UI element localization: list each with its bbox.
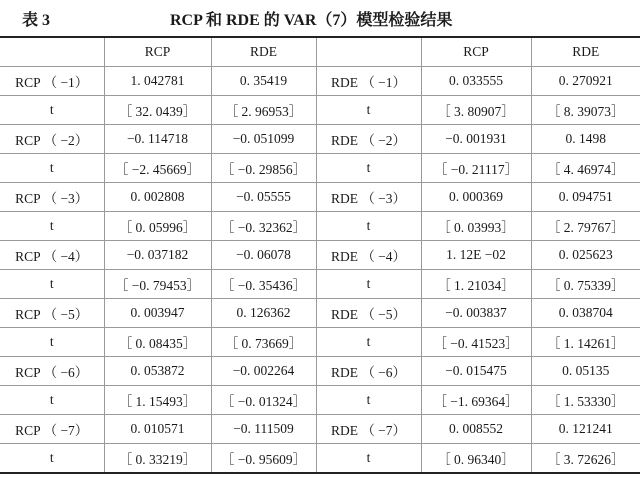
- t-stat-row: [0, 96, 640, 125]
- cell-rcp-value-right: 0. 033555: [421, 67, 531, 96]
- cell-rde-value-right: 0. 025623: [531, 241, 640, 270]
- var-test-results-table: [0, 36, 640, 474]
- cell-row-label-right: t: [316, 444, 421, 474]
- cell-rde-value: 0. 35419: [211, 67, 316, 96]
- cell-rcp-value-right: ［ 3. 80907］: [421, 96, 531, 125]
- coefficient-row: [0, 125, 640, 154]
- cell-rcp-value: ［ 1. 15493］: [104, 386, 211, 415]
- cell-rcp-value-right: ［ 0. 96340］: [421, 444, 531, 474]
- cell-row-label: t: [0, 154, 104, 183]
- cell-rcp-value: ［ −0. 79453］: [104, 270, 211, 299]
- cell-row-label: t: [0, 270, 104, 299]
- cell-rcp-value: ［ 0. 08435］: [104, 328, 211, 357]
- coefficient-row: [0, 357, 640, 386]
- table-header-row: [0, 37, 640, 67]
- cell-rcp-value-right: 0. 008552: [421, 415, 531, 444]
- cell-rcp-value: ［ 0. 33219］: [104, 444, 211, 474]
- cell-rde-value-right: 0. 270921: [531, 67, 640, 96]
- coefficient-row: [0, 415, 640, 444]
- cell-rcp-value: ［ 32. 0439］: [104, 96, 211, 125]
- cell-rcp-value-right: ［ 1. 21034］: [421, 270, 531, 299]
- t-stat-row: [0, 212, 640, 241]
- cell-rcp-value-right: −0. 001931: [421, 125, 531, 154]
- cell-row-label-right: t: [316, 270, 421, 299]
- cell-rde-value: −0. 111509: [211, 415, 316, 444]
- table-body: [0, 67, 640, 474]
- cell-row-label: RCP （ −7）: [0, 415, 104, 444]
- table-number: 表 3: [22, 12, 51, 29]
- cell-rcp-value: −0. 037182: [104, 241, 211, 270]
- table-caption: [0, 0, 640, 36]
- cell-row-label: RCP （ −2）: [0, 125, 104, 154]
- t-stat-row: [0, 386, 640, 415]
- coefficient-row: [0, 67, 640, 96]
- cell-rcp-value-right: 1. 12E −02: [421, 241, 531, 270]
- cell-row-label: RCP （ −1）: [0, 67, 104, 96]
- cell-rcp-value-right: ［ −1. 69364］: [421, 386, 531, 415]
- cell-rde-value: ［ −0. 35436］: [211, 270, 316, 299]
- cell-rde-value-right: ［ 1. 14261］: [531, 328, 640, 357]
- cell-row-label-right: t: [316, 386, 421, 415]
- header-cell-blank-right: [316, 37, 421, 67]
- cell-rde-value: ［ −0. 32362］: [211, 212, 316, 241]
- cell-rde-value: ［ 2. 96953］: [211, 96, 316, 125]
- table-title: RCP 和 RDE 的 VAR（7）模型检验结果: [170, 12, 453, 29]
- cell-rde-value-right: ［ 1. 53330］: [531, 386, 640, 415]
- coefficient-row: [0, 183, 640, 212]
- cell-rcp-value-right: ［ −0. 21117］: [421, 154, 531, 183]
- t-stat-row: [0, 270, 640, 299]
- cell-rde-value-right: 0. 038704: [531, 299, 640, 328]
- cell-rde-value-right: 0. 121241: [531, 415, 640, 444]
- t-stat-row: [0, 328, 640, 357]
- cell-row-label-right: t: [316, 328, 421, 357]
- cell-row-label: t: [0, 328, 104, 357]
- cell-row-label-right: t: [316, 154, 421, 183]
- cell-rcp-value: 0. 053872: [104, 357, 211, 386]
- cell-row-label: RCP （ −6）: [0, 357, 104, 386]
- cell-row-label-right: RDE （ −4）: [316, 241, 421, 270]
- cell-rde-value-right: 0. 1498: [531, 125, 640, 154]
- cell-rde-value: −0. 051099: [211, 125, 316, 154]
- cell-rde-value-right: 0. 05135: [531, 357, 640, 386]
- cell-rde-value-right: ［ 4. 46974］: [531, 154, 640, 183]
- cell-row-label: t: [0, 96, 104, 125]
- coefficient-row: [0, 299, 640, 328]
- header-cell-rcp-left: RCP: [104, 37, 211, 67]
- cell-rde-value: ［ 0. 73669］: [211, 328, 316, 357]
- cell-rcp-value-right: −0. 015475: [421, 357, 531, 386]
- cell-row-label-right: RDE （ −7）: [316, 415, 421, 444]
- cell-row-label-right: RDE （ −2）: [316, 125, 421, 154]
- cell-rde-value: −0. 05555: [211, 183, 316, 212]
- cell-row-label: RCP （ −5）: [0, 299, 104, 328]
- cell-row-label-right: RDE （ −6）: [316, 357, 421, 386]
- cell-rde-value: −0. 002264: [211, 357, 316, 386]
- header-cell-rde-left: RDE: [211, 37, 316, 67]
- cell-rcp-value-right: ［ −0. 41523］: [421, 328, 531, 357]
- cell-rde-value-right: ［ 3. 72626］: [531, 444, 640, 474]
- cell-rcp-value: ［ 0. 05996］: [104, 212, 211, 241]
- header-cell-rcp-right: RCP: [421, 37, 531, 67]
- cell-row-label-right: t: [316, 212, 421, 241]
- cell-rde-value: ［ −0. 29856］: [211, 154, 316, 183]
- cell-rde-value-right: ［ 0. 75339］: [531, 270, 640, 299]
- cell-row-label-right: RDE （ −5）: [316, 299, 421, 328]
- cell-row-label-right: RDE （ −1）: [316, 67, 421, 96]
- cell-rde-value: ［ −0. 95609］: [211, 444, 316, 474]
- cell-rcp-value: 1. 042781: [104, 67, 211, 96]
- cell-rcp-value: −0. 114718: [104, 125, 211, 154]
- header-cell-blank-left: [0, 37, 104, 67]
- cell-row-label-right: t: [316, 96, 421, 125]
- cell-rde-value: −0. 06078: [211, 241, 316, 270]
- cell-row-label: RCP （ −3）: [0, 183, 104, 212]
- cell-rcp-value-right: ［ 0. 03993］: [421, 212, 531, 241]
- cell-rde-value-right: ［ 8. 39073］: [531, 96, 640, 125]
- cell-rcp-value-right: 0. 000369: [421, 183, 531, 212]
- cell-rde-value-right: 0. 094751: [531, 183, 640, 212]
- cell-rcp-value: 0. 002808: [104, 183, 211, 212]
- header-cell-rde-right: RDE: [531, 37, 640, 67]
- t-stat-row: [0, 154, 640, 183]
- cell-rcp-value-right: −0. 003837: [421, 299, 531, 328]
- cell-row-label-right: RDE （ −3）: [316, 183, 421, 212]
- cell-rcp-value: 0. 003947: [104, 299, 211, 328]
- cell-row-label: t: [0, 386, 104, 415]
- cell-rcp-value: ［ −2. 45669］: [104, 154, 211, 183]
- cell-rde-value: 0. 126362: [211, 299, 316, 328]
- cell-row-label: RCP （ −4）: [0, 241, 104, 270]
- cell-rde-value: ［ −0. 01324］: [211, 386, 316, 415]
- t-stat-row: [0, 444, 640, 474]
- coefficient-row: [0, 241, 640, 270]
- cell-rde-value-right: ［ 2. 79767］: [531, 212, 640, 241]
- cell-row-label: t: [0, 444, 104, 474]
- cell-row-label: t: [0, 212, 104, 241]
- cell-rcp-value: 0. 010571: [104, 415, 211, 444]
